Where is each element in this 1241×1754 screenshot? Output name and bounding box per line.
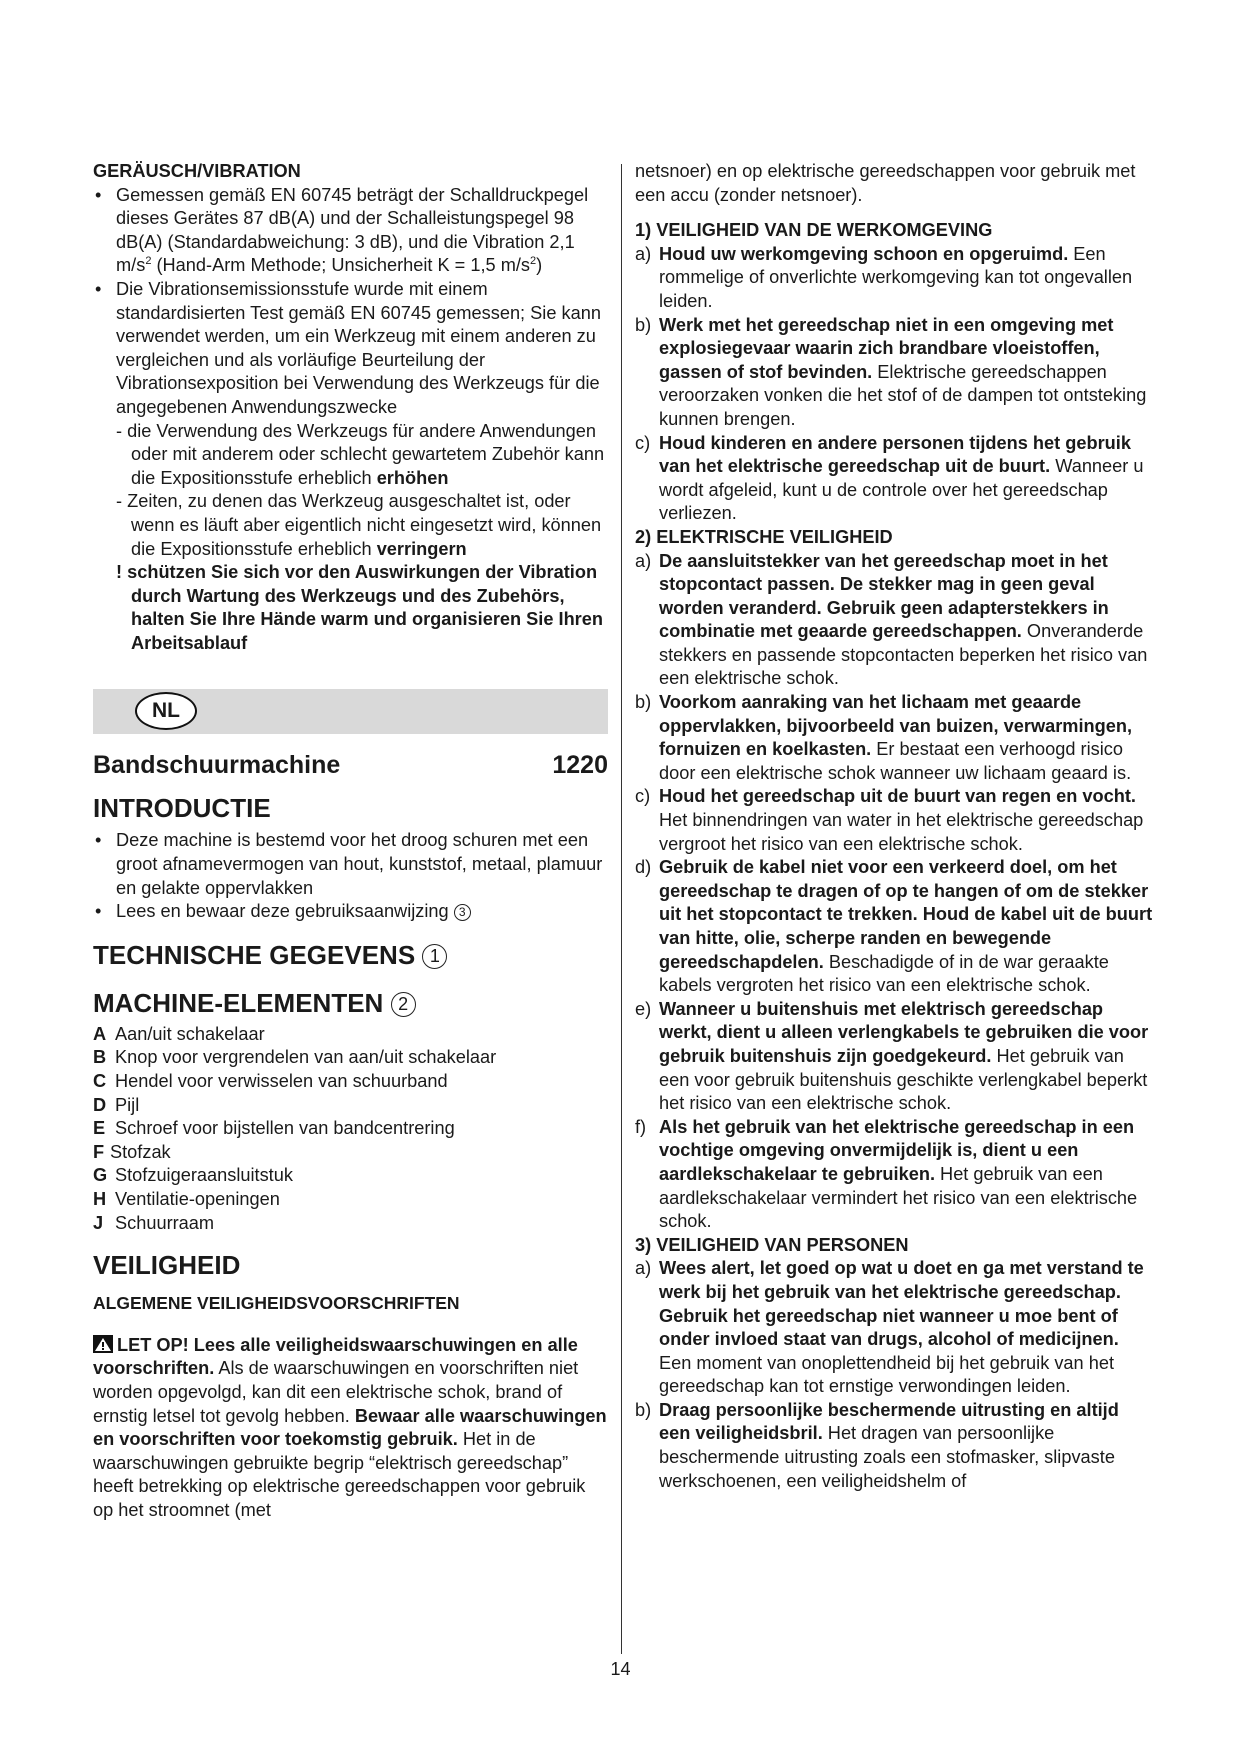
general-safety-heading: ALGEMENE VEILIGHEIDSVOORSCHRIFTEN: [93, 1293, 460, 1314]
warning-paragraph: LET OP! Lees alle veiligheidswaarschuwingen en alle voorschriften. Als de waarschuwingen en voorschriften niet worden opgevolgd, kan dit een elektrische schok, brand of ernstig letsel tot gevolg hebben. Bewaar alle waarschuwingen en voorschriften voor toekomstig gebruik. Het in de waarschuwingen gebruikte begrip “elektrisch gereedschap” heeft betrekking op elektrische gereedschappen voor gebruik op het stroomnet (met: [93, 1334, 607, 1520]
list-item: F Stofzak: [93, 1141, 171, 1162]
product-number: 1220: [552, 751, 608, 780]
rule-2c: c) Houd het gereedschap uit de buurt van regen en vocht. Het binnendringen van water in het elektrische gereedschap vergroot het risico van een elektrische schok.: [635, 786, 1144, 854]
figure-ref-1: 1: [422, 944, 447, 969]
rule-1b: b) Werk met het gereedschap niet in een omgeving met explosiegevaar waarin zich brandbare vloeistoffen, gassen of stof bevinden. Elektrische gereedschappen veroorzaken vonken die het stof of de dampen tot ontsteking kunnen brengen.: [635, 314, 1147, 429]
list-item: E Schroef voor bijstellen van bandcentrering: [93, 1118, 455, 1139]
list-item: G Stofzuigeraansluitstuk: [93, 1165, 293, 1186]
left-column: [93, 160, 608, 1523]
rule-1a: a) Houd uw werkomgeving schoon en opgeruimd. Een rommelige of onverlichte werkomgeving kan tot ongevallen leiden.: [635, 243, 1133, 311]
list-item: A Aan/uit schakelaar: [93, 1023, 265, 1044]
rule-3b: b) Draag persoonlijke beschermende uitrusting en altijd een veiligheidsbril. Het dragen van persoonlijke beschermende uitrusting zoals een stofmasker, slipvaste werkschoenen, een veiligheidshelm of: [635, 1399, 1119, 1491]
rule-2a: a) De aansluitstekker van het gereedschap moet in het stopcontact passen. De stekker mag in geen geval worden veranderd. Gebruik geen adapterstekkers in combinatie met geaarde gereedschappen. Onveranderde stekkers en passende stopcontacten beperken het risico van een elektrische schok.: [635, 550, 1148, 689]
figure-ref-3: 3: [454, 904, 471, 921]
list-item: J Schuurraam: [93, 1212, 215, 1233]
noise-heading: GERÄUSCH/VIBRATION: [93, 161, 301, 181]
intro-bullet-1: • Deze machine is bestemd voor het droog schuren met een groot afnamevermogen van hout, kunststof, metaal, plamuur en gelakte oppervlakken: [93, 829, 608, 900]
elements-heading: MACHINE-ELEMENTEN 2: [93, 987, 608, 1020]
safety-heading: VEILIGHEID: [93, 1250, 241, 1281]
right-column: [635, 160, 1155, 1493]
rule-2b: b) Voorkom aanraking van het lichaam met geaarde oppervlakken, bijvoorbeeld van buizen, verwarmingen, fornuizen en koelkasten. Er bestaat een verhoogd risico door een elektrische schok wanneer uw lichaam geaard is.: [635, 692, 1133, 783]
section-3-heading: 3) VEILIGHEID VAN PERSONEN: [635, 1234, 909, 1255]
list-item: D Pijl: [93, 1094, 140, 1115]
column-divider: [621, 164, 622, 1654]
language-bar: [93, 689, 608, 734]
product-title-row: [93, 749, 608, 781]
warning-triangle-icon: [93, 1335, 113, 1353]
dash-item-1: - die Verwendung des Werkzeugs für andere Anwendungen oder mit anderem oder schlecht gewartetem Zubehör kann die Expositionsstufe erheblich erhöhen: [116, 420, 605, 488]
noise-bullet-1: • Gemessen gemäß EN 60745 beträgt der Schalldruckpegel dieses Gerätes 87 dB(A) und der Schalleistungspegel 98 dB(A) (Standardabweichung: 3 dB), und die Vibration 2,1 $m/s^2$ (Hand-Arm Methode; Unsicherheit K = 1,5 $m/s^2$): [93, 184, 608, 278]
rule-2d: d) Gebruik de kabel niet voor een verkeerd doel, om het gereedschap te dragen of op te hangen of om de stekker uit het stopcontact te trekken. Houd de kabel uit de buurt van hitte, olie, scherpe randen en bewegende gereedschapdelen. Beschadigde of in de war geraakte kabels vergroten het risico van een elektrische schok.: [635, 857, 1153, 996]
section-1-heading: 1) VEILIGHEID VAN DE WERKOMGEVING: [635, 220, 993, 241]
list-item: B Knop voor vergrendelen van aan/uit schakelaar: [93, 1047, 497, 1068]
vibration-warning: ! schützen Sie sich vor den Auswirkungen der Vibration durch Wartung des Werkzeugs und des Zubehörs, halten Sie Ihre Hände warm und organisieren Sie Ihren Arbeitsablauf: [116, 562, 603, 653]
page-number: 14: [610, 1659, 631, 1679]
intro-heading: INTRODUCTIE: [93, 793, 271, 824]
list-item: H Ventilatie-openingen: [93, 1189, 280, 1209]
noise-bullet-2: • Die Vibrationsemissionsstufe wurde mit einem standardisierten Test gemäß EN 60745 gemessen; Sie kann verwendet werden, um ein Werkzeug mit einem anderen zu vergleichen und als vorläufige Beurteilung der Vibrationsexposition bei Verwendung des Werkzeugs für die angegebenen Anwendungszwecke: [93, 278, 608, 420]
continued-text: netsnoer) en op elektrische gereedschappen voor gebruik met een accu (zonder netsnoer).: [635, 161, 1136, 205]
intro-bullet-2: • Lees en bewaar deze gebruiksaanwijzing 3: [93, 900, 608, 924]
list-item: C Hendel voor verwisselen van schuurband: [93, 1071, 448, 1092]
rule-3a: a) Wees alert, let goed op wat u doet en ga met verstand te werk bij het gebruik van het elektrische gereedschap. Gebruik het gereedschap niet wanneer u moe bent of onder invloed staat van drugs, alcohol of medicijnen. Een moment van onoplettendheid bij het gebruik van het gereedschap kan tot ernstige verwondingen leiden.: [635, 1258, 1144, 1397]
rule-2e: e) Wanneer u buitenshuis met elektrisch gereedschap werkt, dient u alleen verlengkabels te gebruiken die voor gebruik buitenshuis zijn goedgekeurd. Het gebruik van een voor gebruik buitenshuis geschikte verlengkabel beperkt het risico van een elektrische schok.: [635, 998, 1149, 1114]
rule-1c: c) Houd kinderen en andere personen tijdens het gebruik van het elektrische gereedschap uit de buurt. Wanneer u wordt afgeleid, kunt u de controle over het gereedschap verliezen.: [635, 432, 1144, 524]
tech-heading: TECHNISCHE GEGEVENS 1: [93, 939, 608, 972]
language-badge: NL: [135, 692, 197, 730]
figure-ref-2: 2: [391, 992, 416, 1017]
section-2-heading: 2) ELEKTRISCHE VEILIGHEID: [635, 526, 893, 547]
product-name: Bandschuurmachine: [93, 751, 341, 780]
elements-list: [93, 1023, 608, 1235]
rule-2f: f) Als het gebruik van het elektrische gereedschap in een vochtige omgeving onvermijdelijk is, dient u een aardlekschakelaar te gebruiken. Het gebruik van een aardlekschakelaar vermindert het risico van een elektrische schok.: [635, 1116, 1138, 1232]
dash-item-2: - Zeiten, zu denen das Werkzeug ausgeschaltet ist, oder wenn es läuft aber eigentlich nicht eingesetzt wird, können die Expositionsstufe erheblich verringern: [116, 491, 602, 559]
